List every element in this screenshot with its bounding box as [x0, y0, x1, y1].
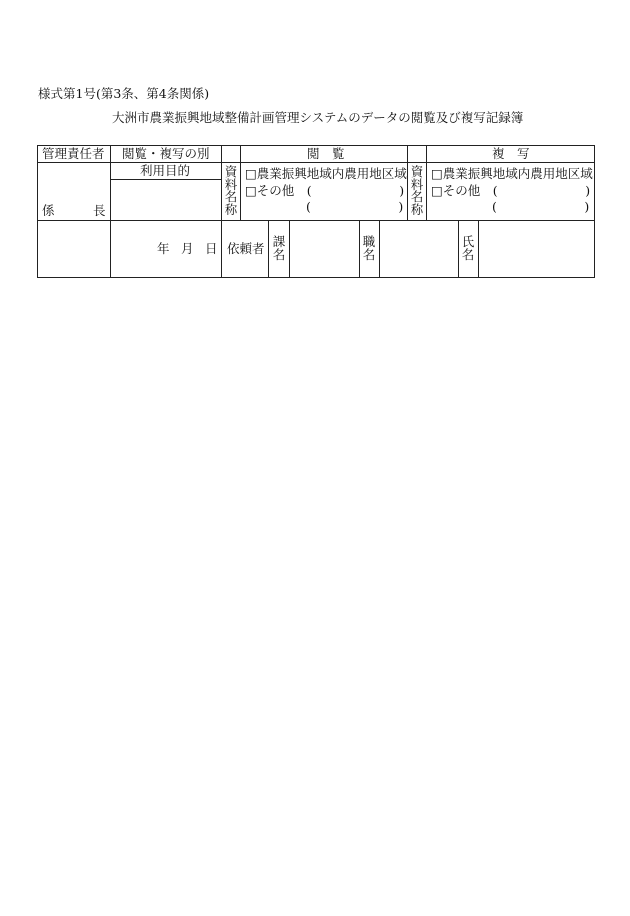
document-title: 大洲市農業振興地域整備計画管理システムのデータの閲覧及び複写記録簿: [112, 110, 524, 125]
chief-label-2: 長: [93, 203, 106, 218]
copy-option-agri-area: □農業振興地域内農用地区域: [431, 166, 593, 181]
copy-header: 複 写: [492, 146, 530, 161]
position-name-label: 職名: [362, 234, 376, 262]
view-header: 閲 覧: [307, 146, 345, 161]
view-option-agri-area: □農業振興地域内農用地区域: [245, 166, 407, 181]
copy-material-name-label: 資料名称: [410, 164, 424, 217]
copy-option-other-extra: ( ): [492, 199, 590, 214]
requester-label: 依頼者: [227, 241, 265, 256]
copy-option-other: □その他 ( ): [431, 183, 591, 198]
form-number: 様式第1号(第3条、第4条関係): [38, 86, 210, 101]
date-year-label: 年: [157, 241, 170, 256]
date-month-label: 月: [181, 241, 194, 256]
view-option-other: □その他 ( ): [245, 183, 405, 198]
view-option-other-extra: ( ): [306, 199, 404, 214]
person-name-label: 氏名: [461, 234, 475, 262]
chief-label-1: 係: [42, 203, 55, 218]
purpose-label: 利用目的: [140, 163, 191, 178]
date-day-label: 日: [205, 241, 218, 256]
manager-label: 管理責任者: [42, 146, 105, 161]
view-material-name-label: 資料名称: [224, 164, 238, 217]
view-copy-type-label: 閲覧・複写の別: [122, 146, 210, 161]
section-name-label: 課名: [272, 234, 286, 262]
